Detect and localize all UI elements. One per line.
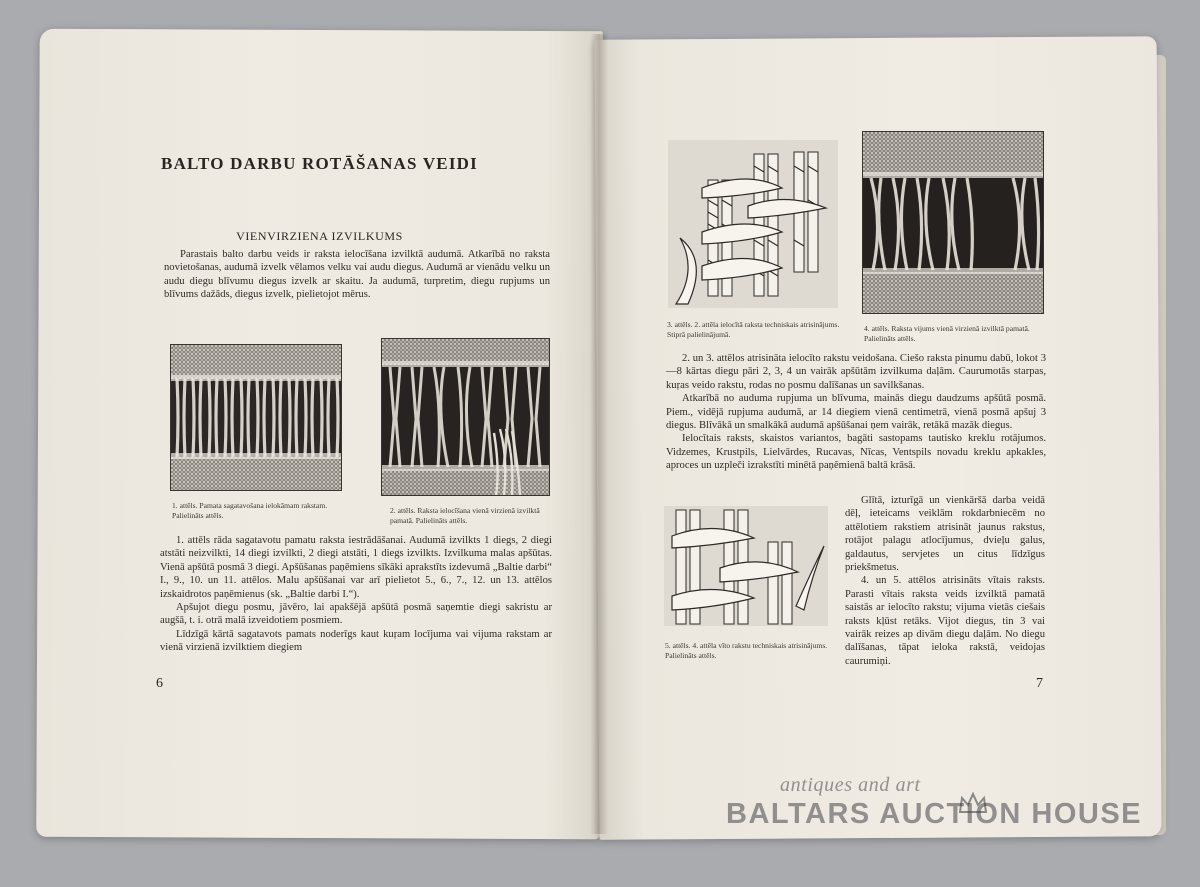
right-paragraph-5: 4. un 5. attēlos atrisināts vītais raksts. Parasti vītais raksta veids izvilktā pamatā saistās ar ielocīto rakstu; vijuma vietās ciešais raksts kļūst retāks. Vijot diegus, tin 3 vai vairāk reizes ap divām diegu daļām. No diegu dalīšanas, tāpat ieloka rakstā, veidojas caurumiņi. — [845, 575, 1045, 667]
figure-2-photo — [381, 338, 550, 496]
page-title: BALTO DARBU ROTĀŠANAS VEIDI — [161, 154, 478, 173]
section-heading: VIENVIRZIENA IZVILKUMS — [236, 229, 403, 243]
figure-1-caption: 1. attēls. Pamata sagatavošana ielokāmam rakstam. Palielināts attēls. — [172, 501, 328, 520]
figure-4-caption: 4. attēls. Raksta vijums vienā virzienā izvilktā pamatā. Palielināts attēls. — [864, 324, 1030, 343]
watermark-tagline: antiques and art — [780, 774, 921, 796]
right-paragraph-3: Ielocītais raksts, skaistos variantos, bagāti sastopams tautisko kreklu rotājumos. Vidzemes, Krustpils, Lielvārdes, Rucavas, Nīcas, Ventspils novadu kreklu apkakles, aproces un uzpleči izrakstīti minētā paņēmienā baltā krāsā. — [666, 433, 1046, 472]
right-paragraph-2: Atkarībā no auduma rupjuma un blīvuma, mainās diegu daudzums apšūtā posmā. Piem., vidējā rupjuma audumā, ar 14 diegiem vienā centimetrā, vienā posmā apšuj 3 diegus. Blīvākā un smalkākā audumā apšūšanai ņem vairāk, retākā mazāk diegus. — [666, 393, 1046, 432]
figure-3-drawing — [668, 140, 838, 308]
left-paragraph-2: Apšujot diegu posmu, jāvēro, lai apakšējā apšūtā posmā saņemtie diegi sakristu ar augšā, t. i. otrā malā izveidotiem posmiem. — [160, 602, 552, 627]
right-body-text-side — [845, 494, 1045, 668]
figure-4-photo — [862, 131, 1044, 314]
intro-text: Parastais balto darbu veids ir raksta ielocīšana izvilktā audumā. Atkarībā no raksta novietošanas, audumā izvelk vēlamos velku vai audu diegus. Audumā ar vienādu velku un audu diegu blīvumu diegus izvelk ar skaitu. Ja audumā, turpretim, diegu rupjums un blīvums dažāds, diegus izvelk, pielietojot mērus. — [164, 249, 550, 301]
watermark-house-name: BALTARS AUCTION HOUSE — [726, 798, 1143, 830]
crown-icon — [958, 792, 988, 814]
figure-1-photo — [170, 344, 342, 491]
figure-5-caption: 5. attēls. 4. attēla vīto rakstu techniskais atrisinājums. Palielināts attēls. — [665, 641, 828, 660]
intro-paragraph — [164, 248, 550, 302]
figure-3-caption: 3. attēls. 2. attēla ielocītā raksta techniskais atrisinājums. Stiprā palielinājumā. — [667, 320, 840, 339]
page-number-left: 6 — [156, 676, 163, 691]
right-paragraph-1: 2. un 3. attēlos atrisināta ielocīto rakstu veidošana. Ciešo raksta pinumu dabū, lokot 3—8 kārtas diegu pāri 2, 3, 4 un vairāk apšūtām izvilkuma daļām. Caurumotās starpas, kuŗas veido rakstu, rodas no posmu dalīšanas un savilkšanas. — [666, 353, 1046, 391]
figure-5-drawing — [664, 506, 828, 626]
page-number-right: 7 — [1036, 676, 1043, 691]
right-paragraph-4: Glītā, izturīgā un vienkāršā darba veidā dēļ, ieteicams veiklām rokdarbniecēm no attēlotiem rakstiem atrisināt jaunus rakstus, rotājot palagu atlocījumus, dvieļu galus, galdautus, servjetes un citus līdzīgus priekšmetus. — [845, 495, 1045, 574]
left-body-text — [160, 534, 552, 655]
left-paragraph-3: Līdzīgā kārtā sagatavots pamats noderīgs kaut kuŗam locījuma vai vijuma rakstam ar vienā virzienā izvilktiem diegiem — [160, 628, 552, 654]
left-paragraph-1: 1. attēls rāda sagatavotu pamatu raksta iestrādāšanai. Audumā izvilkts 1 diegs, 2 diegi atstāti neizvilkti, 14 diegi izvilkti, 2 diegi atstāti, 1 diegs izvilkts. Izvilkuma malas apšūtas. Vienā apšūtā posmā 3 diegi. Apšūšanas paņēmiens sīkāki aprakstīts izdevumā „Baltie darbi“ I., 9., 10. un 11. attēlos. Malu apšūšanai var arī pielietot 5., 6., 7., 12. un 13. attēlos izskaidrotos paņēmienus (sk. „Baltie darbi I.“). — [160, 535, 552, 600]
right-body-text-top — [666, 352, 1046, 473]
figure-2-caption: 2. attēls. Raksta ielocīšana vienā virzienā izvilktā pamatā. Palielināts attēls. — [390, 506, 540, 525]
